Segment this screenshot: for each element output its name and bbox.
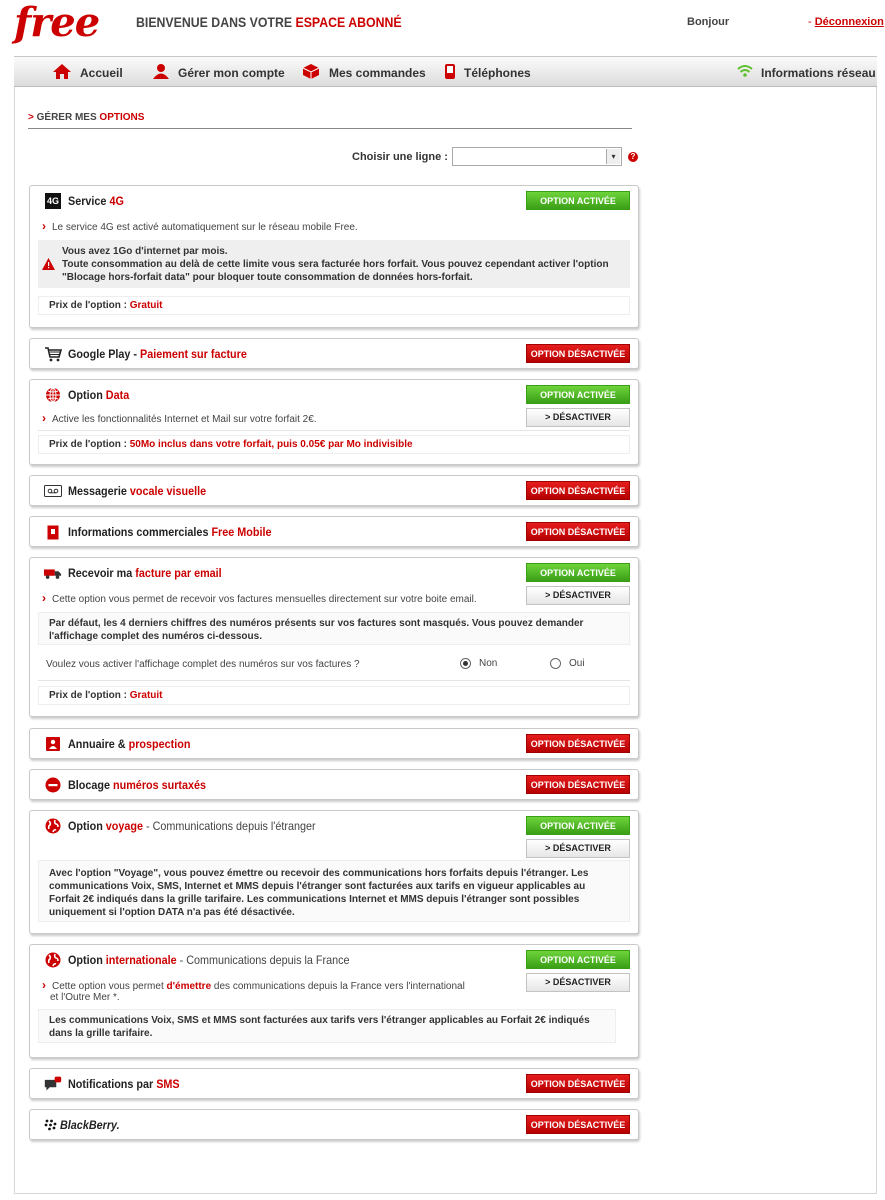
option-title: Annuaire & prospection bbox=[68, 737, 191, 751]
notification-count: 1 bbox=[62, 1075, 66, 1081]
line-chooser bbox=[352, 147, 638, 166]
welcome-title: BIENVENUE DANS VOTRE ESPACE ABONNÉ bbox=[136, 14, 402, 30]
option-title: Option voyage - Communications depuis l'étranger bbox=[68, 819, 316, 833]
divider bbox=[38, 680, 630, 681]
option-title: BlackBerry. bbox=[60, 1118, 120, 1132]
user-icon bbox=[152, 63, 170, 83]
option-description: › Cette option vous permet de recevoir vos factures mensuelles directement sur votre boite email. bbox=[42, 591, 477, 605]
line-select-label: Choisir une ligne : bbox=[352, 150, 448, 163]
4g-icon: 4G bbox=[44, 193, 62, 209]
option-status-badge[interactable]: OPTION DÉSACTIVÉE bbox=[526, 1115, 630, 1134]
option-status-badge[interactable]: OPTION DÉSACTIVÉE bbox=[526, 734, 630, 753]
logout-link[interactable]: Déconnexion bbox=[814, 16, 884, 28]
option-card-google-play bbox=[29, 338, 639, 369]
free-logo[interactable]: free bbox=[14, 0, 100, 46]
option-description: › Cette option vous permet d'émettre des communications depuis la France vers l'international bbox=[42, 978, 465, 992]
divider bbox=[38, 430, 630, 431]
radio-button[interactable] bbox=[460, 658, 471, 669]
option-title: Notifications par SMS bbox=[68, 1077, 180, 1091]
option-status-badge[interactable]: OPTION DÉSACTIVÉE bbox=[526, 775, 630, 794]
option-card-directory bbox=[29, 728, 639, 759]
nav-network-info[interactable]: Informations réseau bbox=[737, 57, 876, 88]
option-price: Prix de l'option : Gratuit bbox=[38, 686, 630, 705]
option-card-sms-notifications bbox=[29, 1068, 639, 1099]
option-title: Google Play - Paiement sur facture bbox=[68, 347, 247, 361]
option-status-badge[interactable]: OPTION ACTIVÉE bbox=[526, 950, 630, 969]
option-status-badge[interactable]: OPTION ACTIVÉE bbox=[526, 563, 630, 582]
logout-link-wrap: - Déconnexion bbox=[808, 16, 884, 28]
option-status-badge[interactable]: OPTION DÉSACTIVÉE bbox=[526, 1074, 630, 1093]
help-icon[interactable]: ? bbox=[628, 152, 638, 162]
radio-yes[interactable]: Oui bbox=[550, 658, 585, 669]
deactivate-button[interactable]: > DÉSACTIVER bbox=[526, 973, 630, 992]
option-status-badge[interactable]: OPTION DÉSACTIVÉE bbox=[526, 481, 630, 500]
cart-icon bbox=[44, 346, 62, 362]
option-description: › Le service 4G est activé automatiquement sur le réseau mobile Free. bbox=[42, 219, 358, 233]
option-title: Blocage numéros surtaxés bbox=[68, 778, 207, 792]
radio-no[interactable]: Non bbox=[460, 658, 497, 669]
phone-icon bbox=[444, 63, 456, 83]
option-card-travel bbox=[29, 810, 639, 934]
option-card-commercial-info bbox=[29, 516, 639, 547]
option-card-premium-block bbox=[29, 769, 639, 800]
option-card-email-invoice bbox=[29, 557, 639, 717]
option-title: Option Data bbox=[68, 388, 130, 402]
deactivate-button[interactable]: > DÉSACTIVER bbox=[526, 408, 630, 427]
line-select[interactable] bbox=[452, 147, 622, 166]
voicemail-icon bbox=[44, 483, 62, 499]
display-question: Voulez vous activer l'affichage complet des numéros sur vos factures ? bbox=[46, 659, 360, 670]
nav-phones[interactable]: Téléphones bbox=[444, 57, 531, 88]
nav-account[interactable]: Gérer mon compte bbox=[152, 57, 285, 88]
option-price: Prix de l'option : Gratuit bbox=[38, 296, 630, 315]
blackberry-icon bbox=[42, 1117, 60, 1133]
option-status-badge[interactable]: OPTION ACTIVÉE bbox=[526, 191, 630, 210]
nav-home[interactable]: Accueil bbox=[52, 57, 123, 88]
truck-icon bbox=[44, 565, 62, 581]
world-icon bbox=[44, 952, 62, 968]
option-status-badge[interactable]: OPTION ACTIVÉE bbox=[526, 385, 630, 404]
deactivate-button[interactable]: > DÉSACTIVER bbox=[526, 839, 630, 858]
globe-icon bbox=[44, 387, 62, 403]
option-status-badge[interactable]: OPTION DÉSACTIVÉE bbox=[526, 522, 630, 541]
option-title: Option internationale - Communications depuis la France bbox=[68, 953, 350, 967]
option-card-4g bbox=[29, 185, 639, 328]
chat-bubble-icon bbox=[44, 1075, 66, 1092]
info-box: Par défaut, les 4 derniers chiffres des numéros présents sur vos factures sont masqués. Vous pouvez demander l'affichage complet des numéros ci-dessous. bbox=[38, 612, 630, 645]
option-status-badge[interactable]: OPTION ACTIVÉE bbox=[526, 816, 630, 835]
option-title: Informations commerciales Free Mobile bbox=[68, 525, 272, 539]
greeting: Bonjour bbox=[687, 16, 730, 28]
option-card-data bbox=[29, 379, 639, 465]
option-title: Service 4G bbox=[68, 194, 124, 208]
directory-icon bbox=[44, 736, 62, 752]
chevron-down-icon: ▾ bbox=[606, 149, 620, 164]
option-description-line2: et l'Outre Mer *. bbox=[50, 992, 120, 1003]
home-icon bbox=[52, 63, 72, 83]
info-box: Avec l'option "Voyage", vous pouvez émettre ou recevoir des communications hors forfaits depuis l'étranger. Les communications Voix, SMS, Internet et MMS depuis l'étranger sont facturées aux tarifs en vigueur applicables au Forfait 2€ indiqués dans la grille tarifaire. Les communications Internet et MMS depuis l'étranger sont possibles uniquement si l'option DATA n'a pas été désactivée. bbox=[38, 860, 630, 922]
section-title: > GÉRER MES OPTIONS bbox=[28, 112, 632, 129]
world-icon bbox=[44, 818, 62, 834]
notebook-icon bbox=[44, 524, 62, 540]
option-card-blackberry bbox=[29, 1109, 639, 1140]
radio-button[interactable] bbox=[550, 658, 561, 669]
warning-box: Vous avez 1Go d'internet par mois. Toute consommation au delà de cette limite vous sera facturée hors forfait. Vous pouvez cependant activer l'option "Blocage hors-forfait data" pour bloquer toute consommation de données hors-forfait. bbox=[38, 240, 630, 288]
option-title: Recevoir ma facture par email bbox=[68, 566, 222, 580]
wifi-icon bbox=[737, 64, 753, 81]
option-description: › Active les fonctionnalités Internet et Mail sur votre forfait 2€. bbox=[42, 411, 317, 425]
option-card-international bbox=[29, 944, 639, 1058]
option-card-voicemail bbox=[29, 475, 639, 506]
deactivate-button[interactable]: > DÉSACTIVER bbox=[526, 586, 630, 605]
option-status-badge[interactable]: OPTION DÉSACTIVÉE bbox=[526, 344, 630, 363]
warning-icon bbox=[42, 258, 55, 273]
header bbox=[0, 0, 885, 55]
option-title: Messagerie vocale visuelle bbox=[68, 484, 207, 498]
info-box: Les communications Voix, SMS et MMS sont facturées aux tarifs vers l'étranger applicables au Forfait 2€ indiqués dans la grille tarifaire. bbox=[38, 1009, 616, 1043]
box-icon bbox=[301, 63, 321, 83]
block-icon bbox=[44, 777, 62, 793]
main-nav bbox=[14, 56, 877, 87]
nav-orders[interactable]: Mes commandes bbox=[301, 57, 426, 88]
option-price: Prix de l'option : 50Mo inclus dans votre forfait, puis 0.05€ par Mo indivisible bbox=[38, 435, 630, 454]
